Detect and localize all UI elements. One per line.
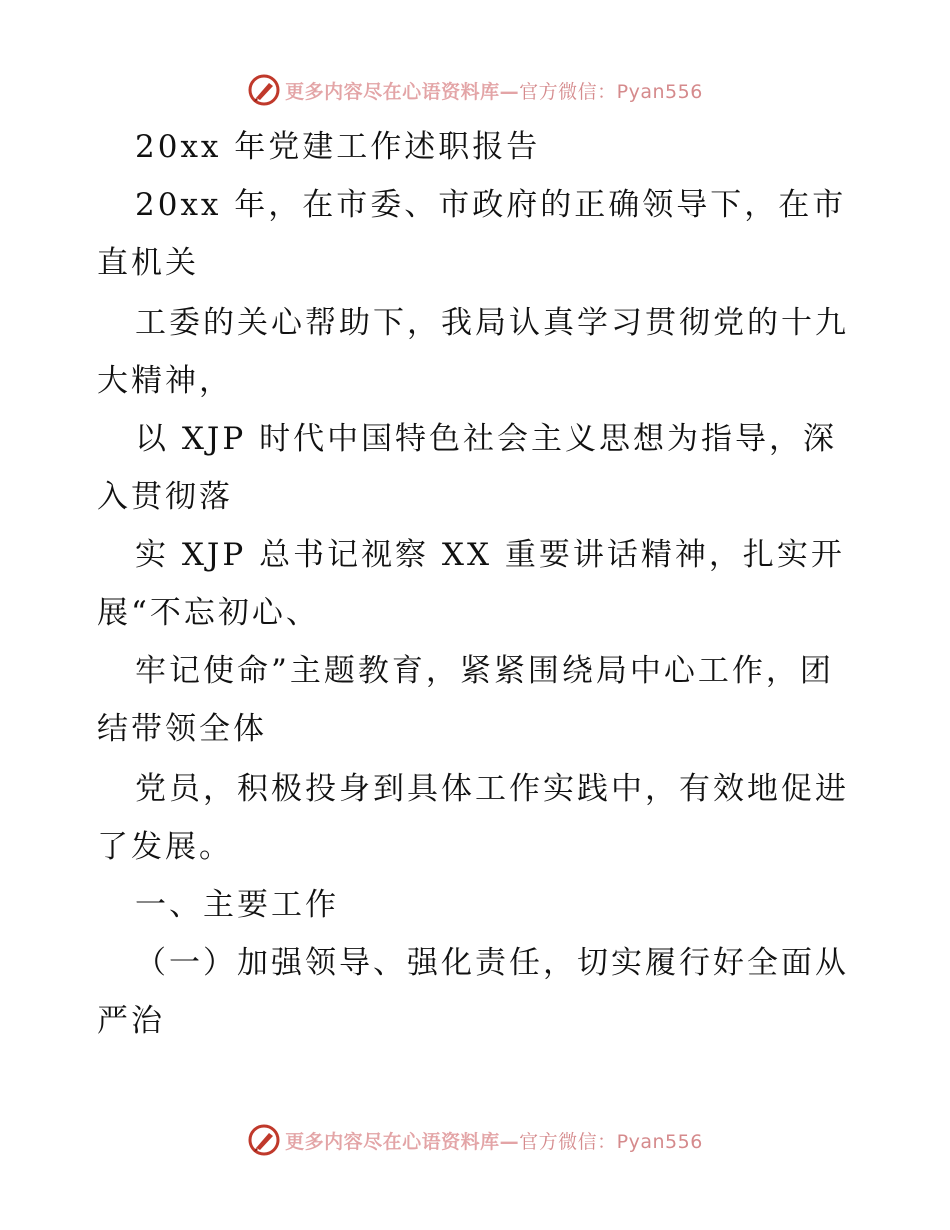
paragraph-line: 20xx 年，在市委、市政府的正确领导下，在市 xyxy=(135,187,847,223)
header-watermark-banner xyxy=(0,70,950,110)
footer-watermark-banner xyxy=(0,1120,950,1160)
paragraph-line: 直机关 xyxy=(97,245,199,281)
paragraph-line: 牢记使命”主题教育，紧紧围绕局中心工作，团 xyxy=(135,653,834,689)
pen-logo-icon xyxy=(247,1123,281,1157)
paragraph-line: 以 XJP 时代中国特色社会主义思想为指导，深 xyxy=(135,421,838,457)
paragraph-line: 工委的关心帮助下，我局认真学习贯彻党的十九 xyxy=(135,305,849,341)
paragraph-line: 入贯彻落 xyxy=(97,479,233,515)
paragraph-line: 党员，积极投身到具体工作实践中，有效地促进 xyxy=(135,771,849,807)
pen-logo-icon xyxy=(247,73,281,107)
paragraph-line: 结带领全体 xyxy=(97,711,267,747)
paragraph-line: 展“不忘初心、 xyxy=(97,595,320,631)
banner-text: 更多内容尽在心语资料库—官方微信：Pyan556 xyxy=(285,80,703,103)
paragraph-line: 大精神， xyxy=(97,363,233,399)
paragraph-line: 严治 xyxy=(97,1003,165,1039)
subsection-heading: （一）加强领导、强化责任，切实履行好全面从 xyxy=(135,945,849,981)
banner-text: 更多内容尽在心语资料库—官方微信：Pyan556 xyxy=(285,1130,703,1153)
section-heading: 一、主要工作 xyxy=(135,887,339,923)
document-title: 20xx 年党建工作述职报告 xyxy=(135,129,541,165)
paragraph-line: 了发展。 xyxy=(97,829,233,865)
paragraph-line: 实 XJP 总书记视察 XX 重要讲话精神，扎实开 xyxy=(135,537,845,573)
